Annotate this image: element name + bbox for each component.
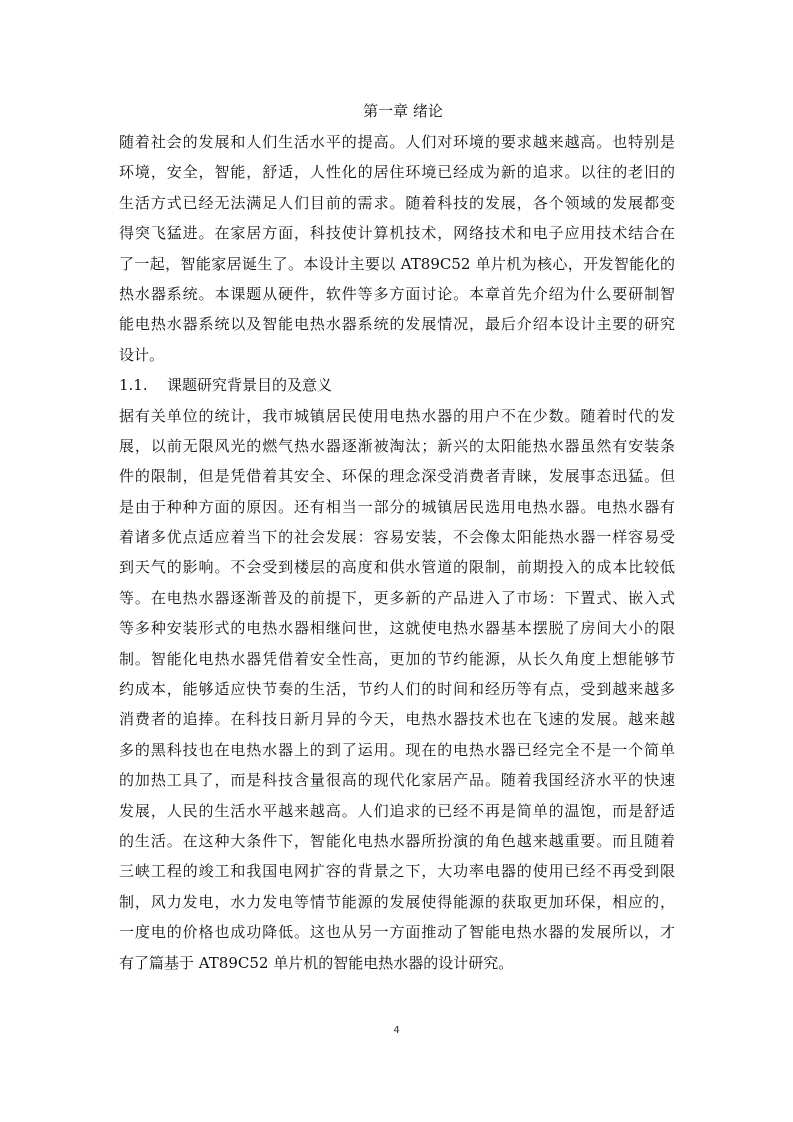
text-line: 约成本，能够适应快节奏的生活，节约人们的时间和经历等有点，受到越来越多 [119,680,675,699]
text-line: 能电热水器系统以及智能电热水器系统的发展情况，最后介绍本设计主要的研究 [119,315,675,334]
text-line: 到天气的影响。不会受到楼层的高度和供水管道的限制，前期投入的成本比较低 [119,558,675,577]
text-line: 热水器系统。本课题从硬件，软件等多方面讨论。本章首先介绍为什么要研制智 [119,284,675,303]
text-line: 的生活。在这种大条件下，智能化电热水器所扮演的角色越来越重要。而且随着 [119,831,675,850]
text-line: 设计。 [119,345,165,364]
text-line: 一度电的价格也成功降低。这也从另一方面推动了智能电热水器的发展所以，才 [119,923,675,942]
text-line: 据有关单位的统计，我市城镇居民使用电热水器的用户不在少数。随着时代的发 [119,406,675,425]
text-line: 着诸多优点适应着当下的社会发展：容易安装，不会像太阳能热水器一样容易受 [119,528,675,547]
text-line: 消费者的追捧。在科技日新月异的今天，电热水器技术也在飞速的发展。越来越 [119,710,675,729]
text-line: 等多种安装形式的电热水器相继问世，这就使电热水器基本摆脱了房间大小的限 [119,619,675,638]
text-line: 得突飞猛进。在家居方面，科技使计算机技术，网络技术和电子应用技术结合在 [119,224,675,243]
text-line: 环境，安全，智能，舒适，人性化的居住环境已经成为新的追求。以往的老旧的 [119,163,675,182]
text-line: 制。智能化电热水器凭借着安全性高，更加的节约能源，从长久角度上想能够节 [119,649,675,668]
body-paragraph [119,401,675,978]
page-content [119,96,675,978]
text-line: 随着社会的发展和人们生活水平的提高。人们对环境的要求越来越高。也特别是 [119,133,675,151]
text-line: 有了篇基于 AT89C52 单片机的智能电热水器的设计研究。 [119,953,514,972]
text-line: 展，以前无限风光的燃气热水器逐渐被淘汰；新兴的太阳能热水器虽然有安装条 [119,436,675,455]
text-line: 的加热工具了，而是科技含量很高的现代化家居产品。随着我国经济水平的快速 [119,771,675,790]
text-line: 发展，人民的生活水平越来越高。人们追求的已经不再是简单的温饱，而是舒适 [119,801,675,820]
section-title: 课题研究背景目的及意义 [167,376,333,395]
text-line: 等。在电热水器逐渐普及的前提下，更多新的产品进入了市场：下置式、嵌入式 [119,588,675,607]
intro-paragraph [119,127,675,370]
text-line: 是由于种种方面的原因。还有相当一部分的城镇居民选用电热水器。电热水器有 [119,497,675,516]
text-line: 三峡工程的竣工和我国电网扩容的背景之下，大功率电器的使用已经不再受到限 [119,862,675,881]
section-number: 1.1. [119,376,148,395]
text-line: 多的黑科技也在电热水器上的到了运用。现在的电热水器已经完全不是一个简单 [119,740,675,759]
chapter-title: 第一章 绪论 [363,102,443,120]
text-line: 了一起，智能家居诞生了。本设计主要以 AT89C52 单片机为核心，开发智能化的 [119,254,675,273]
section-heading [119,370,675,400]
text-line: 制，风力发电，水力发电等情节能源的发展使得能源的获取更加环保，相应的， [119,892,675,911]
page-number: 4 [393,1025,400,1036]
text-line: 生活方式已经无法满足人们目前的需求。随着科技的发展，各个领域的发展都变 [119,193,675,212]
text-line: 件的限制，但是凭借着其安全、环保的理念深受消费者青睐，发展事态迅猛。但 [119,467,675,486]
